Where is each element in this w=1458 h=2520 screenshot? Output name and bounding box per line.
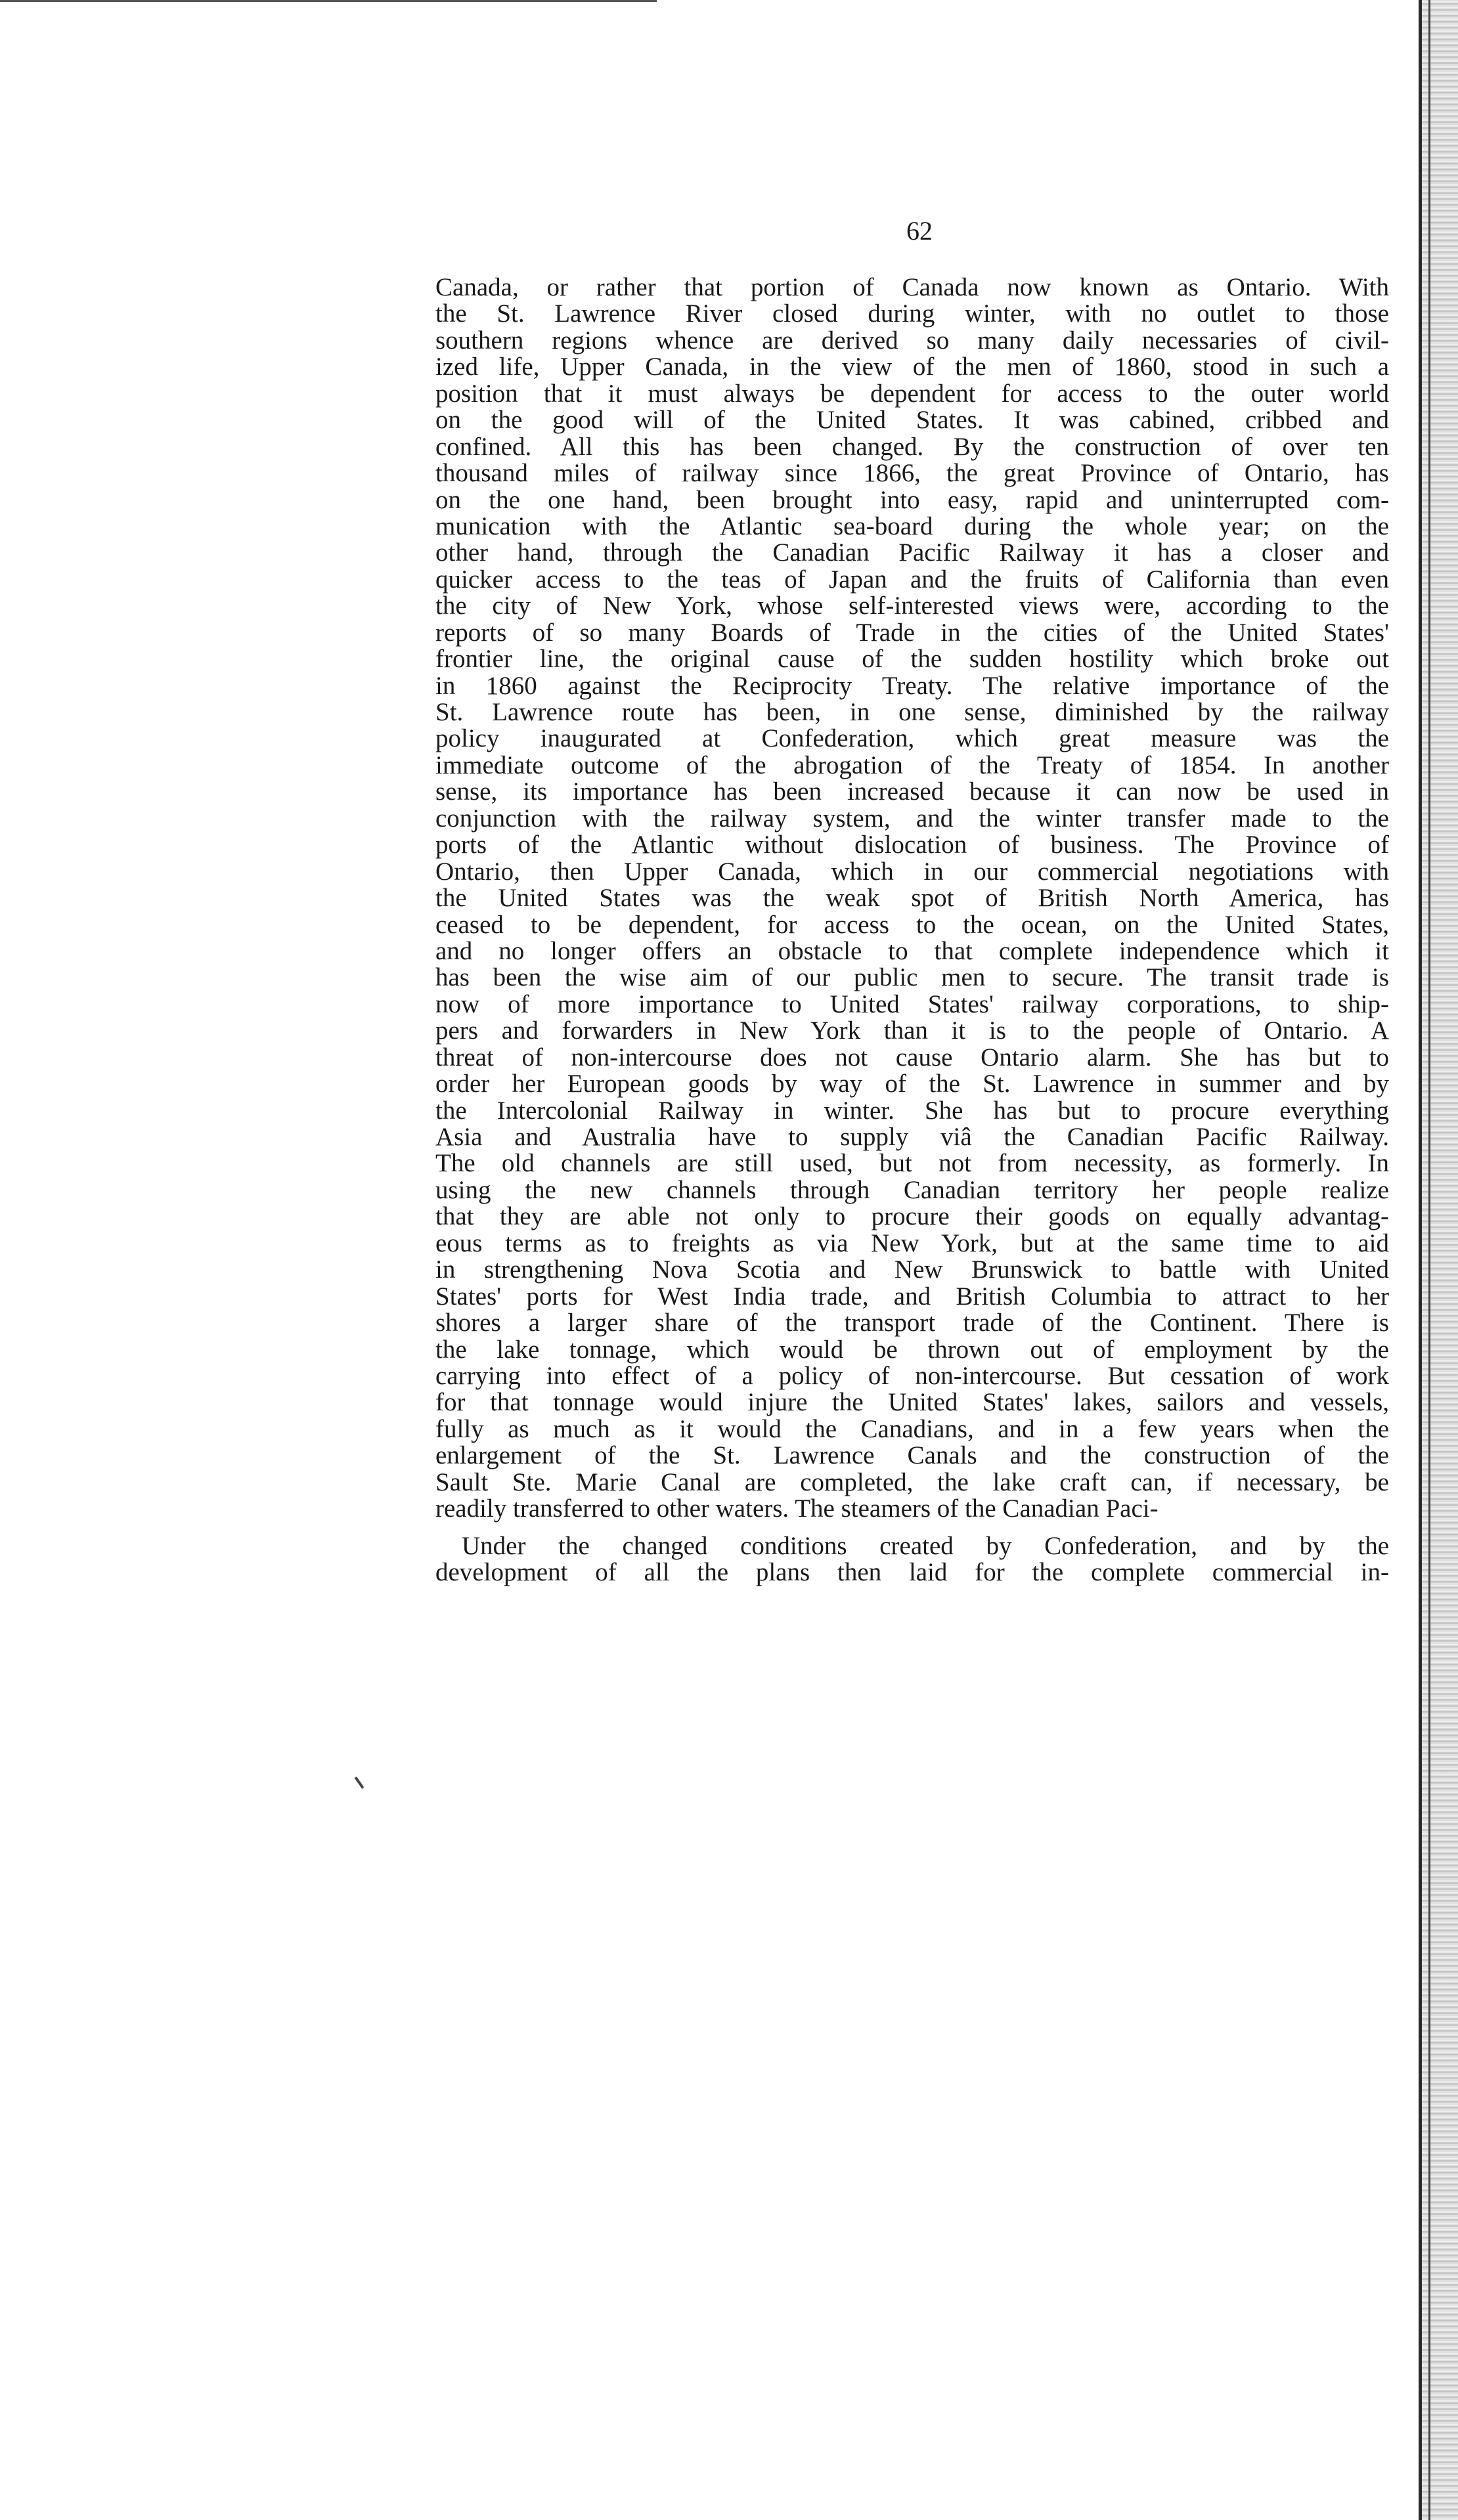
text-line: conjunction with the railway system, and the winter transfer made to the <box>435 804 1389 833</box>
text-line: Canada, or rather that portion of Canada now known as Ontario. With <box>435 273 1389 301</box>
text-line: pers and forwarders in New York than it is to the people of Ontario. A <box>435 1016 1389 1045</box>
text-line: in 1860 against the Reciprocity Treaty. The relative importance of the <box>435 671 1389 700</box>
text-line: southern regions whence are derived so many daily necessaries of civil- <box>435 326 1389 355</box>
text-line: quicker access to the teas of Japan and the fruits of California than even <box>435 565 1389 594</box>
text-line: on the good will of the United States. It was cabined, cribbed and <box>435 406 1389 435</box>
text-line: the St. Lawrence River closed during winter, with no outlet to those <box>435 299 1389 328</box>
text-line: thousand miles of railway since 1866, the great Province of Ontario, has <box>435 459 1389 488</box>
text-line: now of more importance to United States' railway corporations, to ship- <box>435 989 1389 1018</box>
page-number: 62 <box>906 216 933 246</box>
text-line: using the new channels through Canadian territory her people realize <box>435 1175 1389 1204</box>
text-line: Asia and Australia have to supply viâ the Canadian Pacific Railway. <box>435 1123 1389 1151</box>
text-line: fully as much as it would the Canadians, and in a few years when the <box>435 1414 1389 1443</box>
text-line: position that it must always be dependent for access to the outer world <box>435 379 1389 408</box>
text-line: ports of the Atlantic without dislocation of business. The Province of <box>435 831 1389 859</box>
text-line: and no longer offers an obstacle to that complete independence which it <box>435 936 1389 965</box>
text-line: States' ports for West India trade, and British Columbia to attract to her <box>435 1282 1389 1311</box>
text-line: readily transferred to other waters. The steamers of the Canadian Paci- <box>435 1494 1159 1523</box>
text-line: immediate outcome of the abrogation of the Treaty of 1854. In another <box>435 750 1389 779</box>
scanned-page-edge <box>1419 0 1458 2520</box>
text-line: shores a larger share of the transport trade of the Continent. There is <box>435 1309 1389 1337</box>
text-line: the city of New York, whose self-interested views were, according to the <box>435 592 1389 620</box>
text-line: that they are able not only to procure their goods on equally advantag- <box>435 1202 1389 1231</box>
text-line: threat of non-intercourse does not cause Ontario alarm. She has but to <box>435 1043 1389 1072</box>
ink-mark <box>355 1777 364 1789</box>
text-line: for that tonnage would injure the United States' lakes, sailors and vessels, <box>435 1388 1389 1417</box>
text-line: munication with the Atlantic sea-board during the whole year; on the <box>435 511 1389 540</box>
text-line: ized life, Upper Canada, in the view of the men of 1860, stood in such a <box>435 353 1389 381</box>
text-line: has been the wise aim of our public men to secure. The transit trade is <box>435 963 1389 992</box>
text-line: enlargement of the St. Lawrence Canals and the construction of the <box>435 1441 1389 1470</box>
text-line: sense, its importance has been increased because it can now be used in <box>435 777 1389 806</box>
text-line: Under the changed conditions created by Confederation, and by the <box>462 1531 1389 1560</box>
text-line: the lake tonnage, which would be thrown out of employment by the <box>435 1335 1389 1364</box>
text-line: Ontario, then Upper Canada, which in our commercial negotiations with <box>435 857 1389 886</box>
paragraph <box>435 1533 1389 1586</box>
text-line: carrying into effect of a policy of non-intercourse. But cessation of work <box>435 1361 1389 1390</box>
text-line: frontier line, the original cause of the sudden hostility which broke out <box>435 645 1389 674</box>
text-line: The old channels are still used, but not from necessity, as formerly. In <box>435 1149 1389 1178</box>
text-line: the United States was the weak spot of British North America, has <box>435 884 1389 913</box>
text-line: Sault Ste. Marie Canal are completed, the lake craft can, if necessary, be <box>435 1467 1389 1496</box>
text-line: on the one hand, been brought into easy, rapid and uninterrupted com- <box>435 485 1389 514</box>
text-line: in strengthening Nova Scotia and New Brunswick to battle with United <box>435 1255 1389 1284</box>
text-line: the Intercolonial Railway in winter. She has but to procure everything <box>435 1096 1389 1125</box>
text-line: order her European goods by way of the St. Lawrence in summer and by <box>435 1070 1389 1098</box>
text-line: eous terms as to freights as via New York, but at the same time to aid <box>435 1228 1389 1257</box>
text-line: ceased to be dependent, for access to the ocean, on the United States, <box>435 910 1389 939</box>
paragraph <box>435 274 1389 1523</box>
text-line: reports of so many Boards of Trade in the cities of the United States' <box>435 618 1389 647</box>
body-text <box>435 274 1389 1586</box>
text-line: St. Lawrence route has been, in one sense, diminished by the railway <box>435 698 1389 726</box>
text-line: other hand, through the Canadian Pacific Railway it has a closer and <box>435 538 1389 567</box>
text-line: policy inaugurated at Confederation, which great measure was the <box>435 724 1389 753</box>
top-border-rule <box>0 0 657 2</box>
text-line: confined. All this has been changed. By the construction of over ten <box>435 432 1389 461</box>
text-line: development of all the plans then laid for the complete commercial in- <box>435 1558 1389 1586</box>
